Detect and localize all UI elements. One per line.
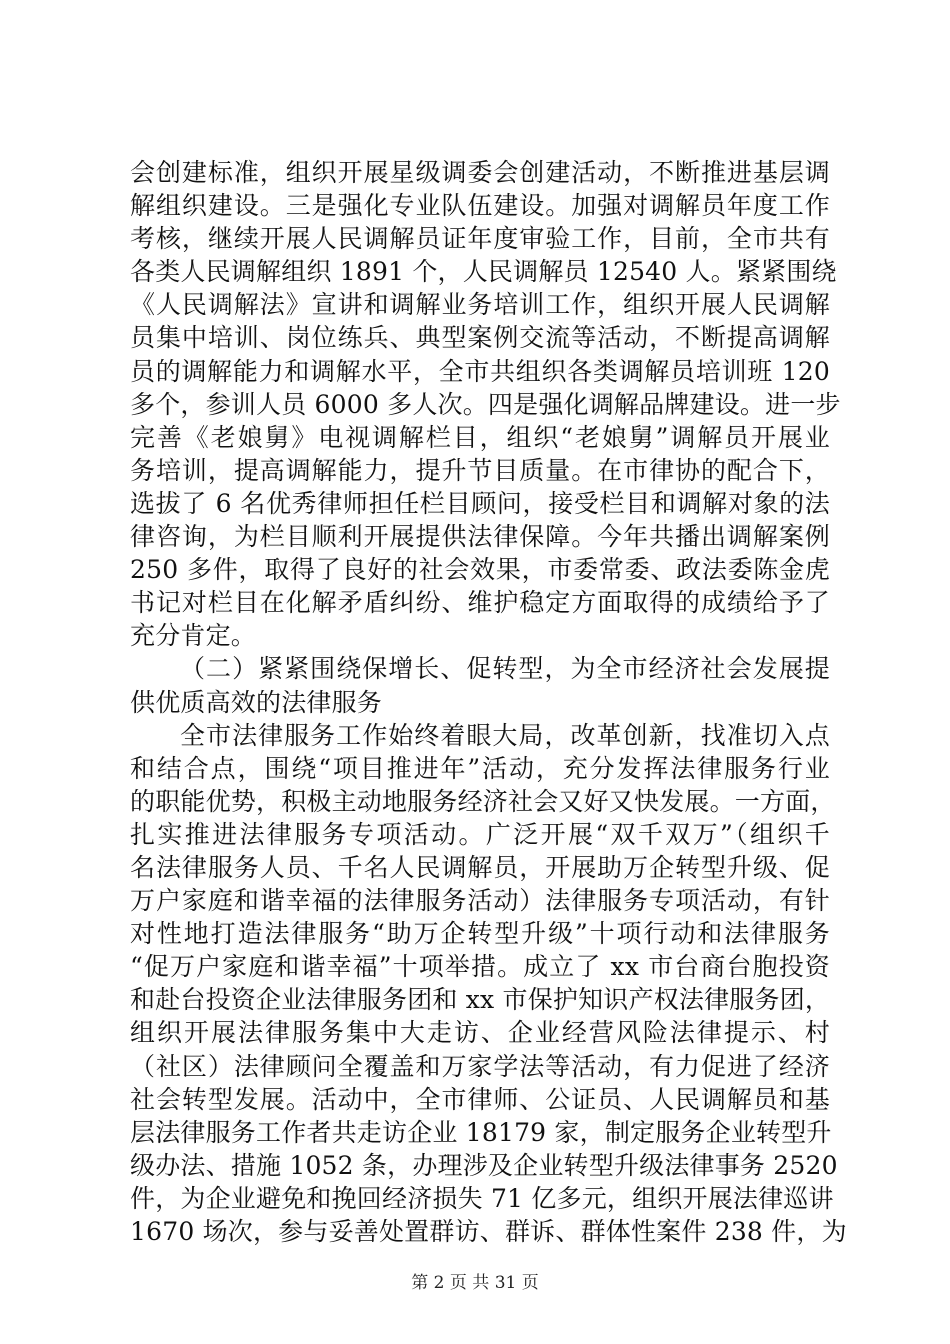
- text-line: 员集中培训、岗位练兵、典型案例交流等活动，不断提高调解: [130, 323, 830, 353]
- text-line: 考核，继续开展人民调解员证年度审验工作，目前，全市共有: [130, 224, 830, 254]
- section-heading-line: （二）紧紧围绕保增长、促转型，为全市经济社会发展提: [180, 654, 830, 684]
- text-line: 组织开展法律服务集中大走访、企业经营风险法律提示、村: [130, 1018, 830, 1048]
- text-line: 和结合点，围绕“项目推进年”活动，充分发挥法律服务行业: [130, 753, 830, 783]
- text-line: 件，为企业避免和挽回经济损失 71 亿多元，组织开展法律巡讲: [130, 1183, 834, 1213]
- text-line: 250 多件，取得了良好的社会效果，市委常委、政法委陈金虎: [130, 555, 830, 585]
- section-heading-line: 供优质高效的法律服务: [130, 687, 383, 717]
- text-line: 各类人民调解组织 1891 个，人民调解员 12540 人。紧紧围绕: [130, 257, 837, 287]
- page-footer: 第 2 页 共 31 页: [411, 1273, 539, 1293]
- text-line: 扎实推进法律服务专项活动。广泛开展“双千双万”（组织千: [130, 819, 830, 849]
- text-line: 和赴台投资企业法律服务团和 xx 市保护知识产权法律服务团，: [130, 985, 831, 1015]
- text-line: 社会转型发展。活动中，全市律师、公证员、人民调解员和基: [130, 1084, 830, 1114]
- text-line: 名法律服务人员、千名人民调解员，开展助万企转型升级、促: [130, 852, 830, 882]
- text-line: 员的调解能力和调解水平，全市共组织各类调解员培训班 120: [130, 356, 830, 386]
- text-line: 《人民调解法》宣讲和调解业务培训工作，组织开展人民调解: [130, 290, 830, 320]
- text-line: 多个，参训人员 6000 多人次。四是强化调解品牌建设。进一步: [130, 389, 841, 419]
- text-line: 层法律服务工作者共走访企业 18179 家，制定服务企业转型升: [130, 1117, 832, 1147]
- text-line: 完善《老娘舅》电视调解栏目，组织“老娘舅”调解员开展业: [130, 422, 830, 452]
- text-line: （社区）法律顾问全覆盖和万家学法等活动，有力促进了经济: [130, 1051, 830, 1081]
- text-line: 务培训，提高调解能力，提升节目质量。在市律协的配合下，: [130, 455, 830, 485]
- text-line: 充分肯定。: [130, 621, 257, 651]
- text-line: 会创建标准，组织开展星级调委会创建活动，不断推进基层调: [130, 158, 830, 187]
- text-line: 1670 场次，参与妥善处置群访、群诉、群体性案件 238 件，为: [130, 1217, 847, 1246]
- text-line: 级办法、措施 1052 条，办理涉及企业转型升级法律事务 2520: [130, 1150, 838, 1180]
- text-line: 万户家庭和谐幸福的法律服务活动）法律服务专项活动，有针: [130, 886, 830, 916]
- text-line: 律咨询，为栏目顺利开展提供法律保障。今年共播出调解案例: [130, 522, 830, 552]
- text-line: 的职能优势，积极主动地服务经济社会又好又快发展。一方面，: [130, 786, 836, 816]
- text-line: 全市法律服务工作始终着眼大局，改革创新，找准切入点: [180, 720, 830, 750]
- body-text: [130, 156, 847, 1248]
- text-line: 解组织建设。三是强化专业队伍建设。加强对调解员年度工作: [130, 191, 830, 221]
- text-line: 书记对栏目在化解矛盾纠纷、维护稳定方面取得的成绩给予了: [130, 588, 830, 618]
- text-line: 选拔了 6 名优秀律师担任栏目顾问，接受栏目和调解对象的法: [130, 488, 830, 518]
- text-line: “促万户家庭和谐幸福”十项举措。成立了 xx 市台商台胞投资: [130, 952, 830, 982]
- text-line: 对性地打造法律服务“助万企转型升级”十项行动和法律服务: [130, 919, 830, 949]
